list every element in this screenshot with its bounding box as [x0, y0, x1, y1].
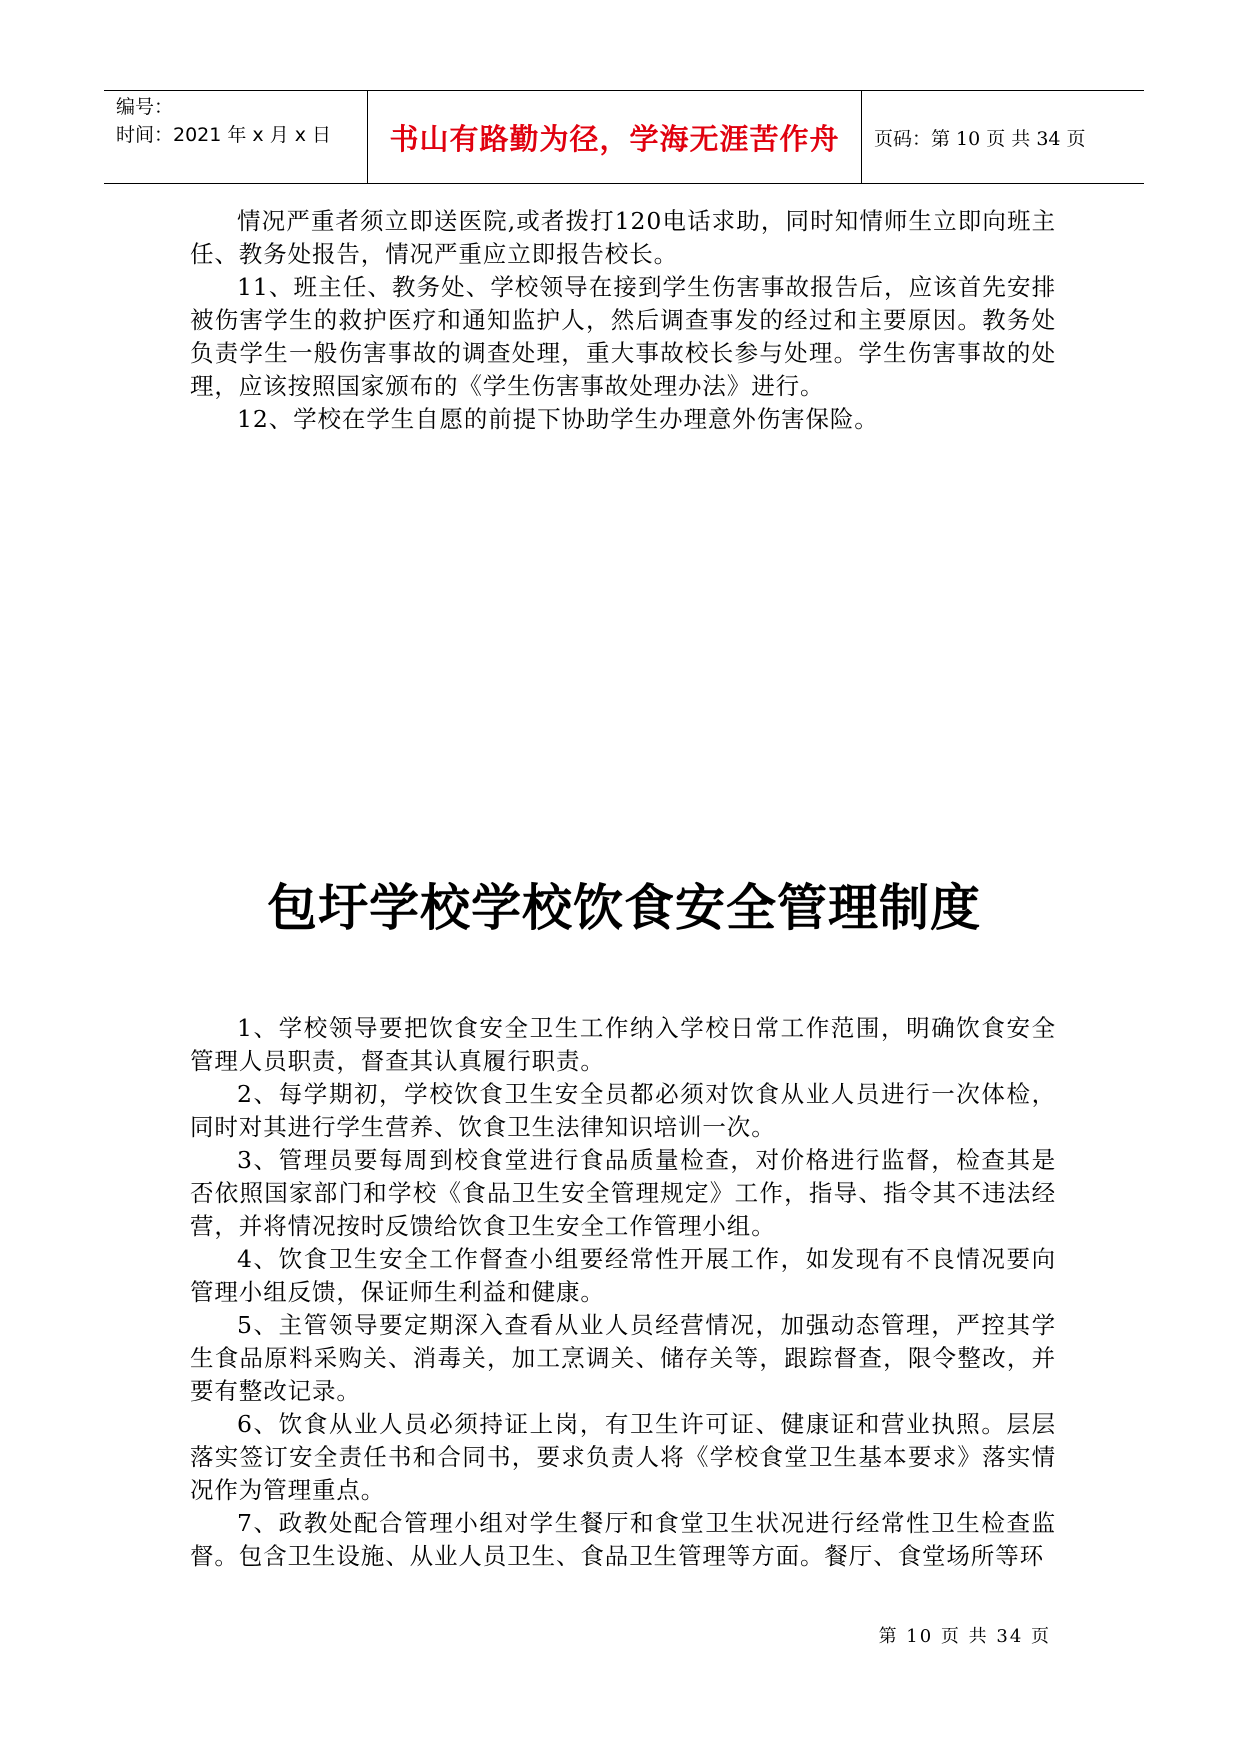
paragraph-top-2: 11、班主任、教务处、学校领导在接到学生伤害事故报告后，应该首先安排被伤害学生的救护医疗和通知监护人，然后调查事发的经过和主要原因。教务处负责学生一般伤害事故的调查处理，重大事故校长参与处理。学生伤害事故的处理，应该按照国家颁布的《学生伤害事故处理办法》进行。 — [190, 273, 1056, 400]
paragraph-main-3: 3、管理员要每周到校食堂进行食品质量检查，对价格进行监督，检查其是否依照国家部门和学校《食品卫生安全管理规定》工作，指导、指令其不违法经营，并将情况按时反馈给饮食卫生安全工作管理小组。 — [190, 1146, 1056, 1240]
document-time-label: 时间：2021 年 x 月 x 日 — [116, 124, 332, 146]
header-info-cell — [104, 91, 368, 183]
paragraph-main-4: 4、饮食卫生安全工作督查小组要经常性开展工作，如发现有不良情况要向管理小组反馈，保证师生利益和健康。 — [190, 1245, 1056, 1306]
page-footer: 第 10 页 共 34 页 — [878, 1626, 1051, 1647]
paragraph-main-7: 7、政教处配合管理小组对学生餐厅和食堂卫生状况进行经常性卫生检查监督。包含卫生设施、从业人员卫生、食品卫生管理等方面。餐厅、食堂场所等环 — [190, 1509, 1056, 1570]
paragraph-main-5: 5、主管领导要定期深入查看从业人员经营情况，加强动态管理，严控其学生食品原料采购关、消毒关，加工烹调关、储存关等，跟踪督查，限令整改，并要有整改记录。 — [190, 1311, 1056, 1405]
header-page-label: 页码：第 10 页 共 34 页 — [874, 127, 1086, 150]
paragraph-main-2: 2、每学期初，学校饮食卫生安全员都必须对饮食从业人员进行一次体检，同时对其进行学生营养、饮食卫生法律知识培训一次。 — [190, 1080, 1056, 1141]
paragraph-top-1: 情况严重者须立即送医院,或者拨打120电话求助，同时知情师生立即向班主任、教务处报告，情况严重应立即报告校长。 — [190, 207, 1056, 268]
header-page-cell — [862, 91, 1144, 183]
paragraph-main-6: 6、饮食从业人员必须持证上岗，有卫生许可证、健康证和营业执照。层层落实签订安全责任书和合同书，要求负责人将《学校食堂卫生基本要求》落实情况作为管理重点。 — [190, 1410, 1056, 1504]
document-title: 包圩学校学校饮食安全管理制度 — [267, 879, 981, 937]
paragraph-main-1: 1、学校领导要把饮食安全卫生工作纳入学校日常工作范围，明确饮食安全管理人员职责，督查其认真履行职责。 — [190, 1014, 1056, 1075]
header-motto-cell — [368, 91, 862, 183]
header-motto: 书山有路勤为径，学海无涯苦作舟 — [389, 121, 840, 156]
page-header — [104, 90, 1144, 184]
paragraph-top-3: 12、学校在学生自愿的前提下协助学生办理意外伤害保险。 — [237, 405, 879, 433]
document-number-label: 编号： — [116, 96, 174, 118]
